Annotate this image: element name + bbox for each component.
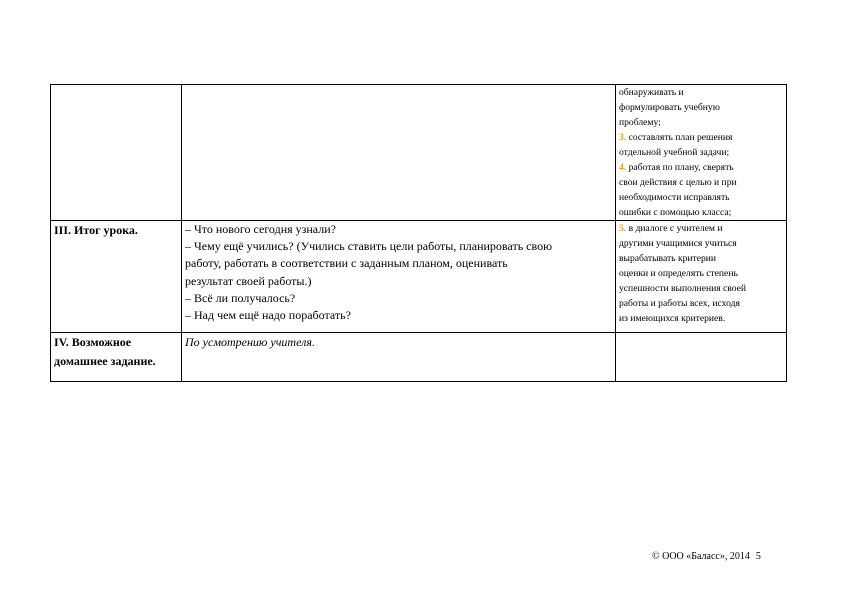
uud-line: ошибки с помощью класса; — [619, 207, 732, 218]
uud-line: оценки и определять степень — [619, 268, 738, 279]
item-number: 4. — [619, 162, 627, 173]
uud-line: 4. работая по плану, сверять — [619, 162, 734, 173]
content-cell — [182, 221, 616, 333]
uud-line: 3. составлять план решения — [619, 132, 733, 143]
uud-line: формулировать учебную — [619, 102, 720, 113]
content-line: – Что нового сегодня узнали? — [185, 222, 336, 236]
stage-title: IV. Возможное домашнее задание. — [51, 333, 182, 382]
item-number: 5. — [619, 223, 627, 234]
uud-line: свои действия с целью и при — [619, 177, 737, 188]
content-line: работу, работать в соответствии с заданным планом, оценивать — [185, 256, 508, 271]
uud-line: отдельной учебной задачи; — [619, 147, 730, 158]
lesson-plan-table — [50, 84, 787, 382]
uud-cell — [616, 333, 787, 382]
table-row — [51, 85, 787, 221]
copyright-text: © ООО «Баласс», 2014 — [652, 551, 750, 562]
content-line: результат своей работы.) — [185, 273, 312, 288]
uud-line: работы и работы всех, исходя — [619, 298, 740, 309]
uud-line: необходимости исправлять — [619, 192, 730, 203]
stage-cell — [51, 85, 182, 221]
uud-line: другими учащимися учиться — [619, 238, 737, 249]
uud-cell — [616, 85, 787, 221]
uud-line: 5. в диалоге с учителем и — [619, 223, 723, 234]
content-line: – Над чем ещё надо поработать? — [185, 308, 351, 323]
page-number: 5 — [755, 551, 761, 562]
table-row — [51, 333, 787, 382]
uud-line: обнаруживать и — [619, 87, 684, 98]
stage-title: III. Итог урока. — [51, 221, 182, 333]
item-number: 3. — [619, 132, 627, 143]
page-footer — [652, 551, 761, 562]
uud-cell — [616, 221, 787, 333]
uud-line: проблему; — [619, 117, 661, 128]
uud-line: успешности выполнения своей — [619, 283, 747, 294]
content-line: – Чему ещё учились? (Учились ставить цели работы, планировать свою — [185, 239, 553, 254]
homework-text: По усмотрению учителя. — [185, 335, 315, 349]
content-cell — [182, 333, 616, 382]
content-line: – Всё ли получалось? — [185, 290, 296, 305]
table-row — [51, 221, 787, 333]
uud-line: вырабатывать критерии — [619, 253, 717, 264]
content-cell — [182, 85, 616, 221]
uud-line: из имеющихся критериев. — [619, 313, 726, 324]
